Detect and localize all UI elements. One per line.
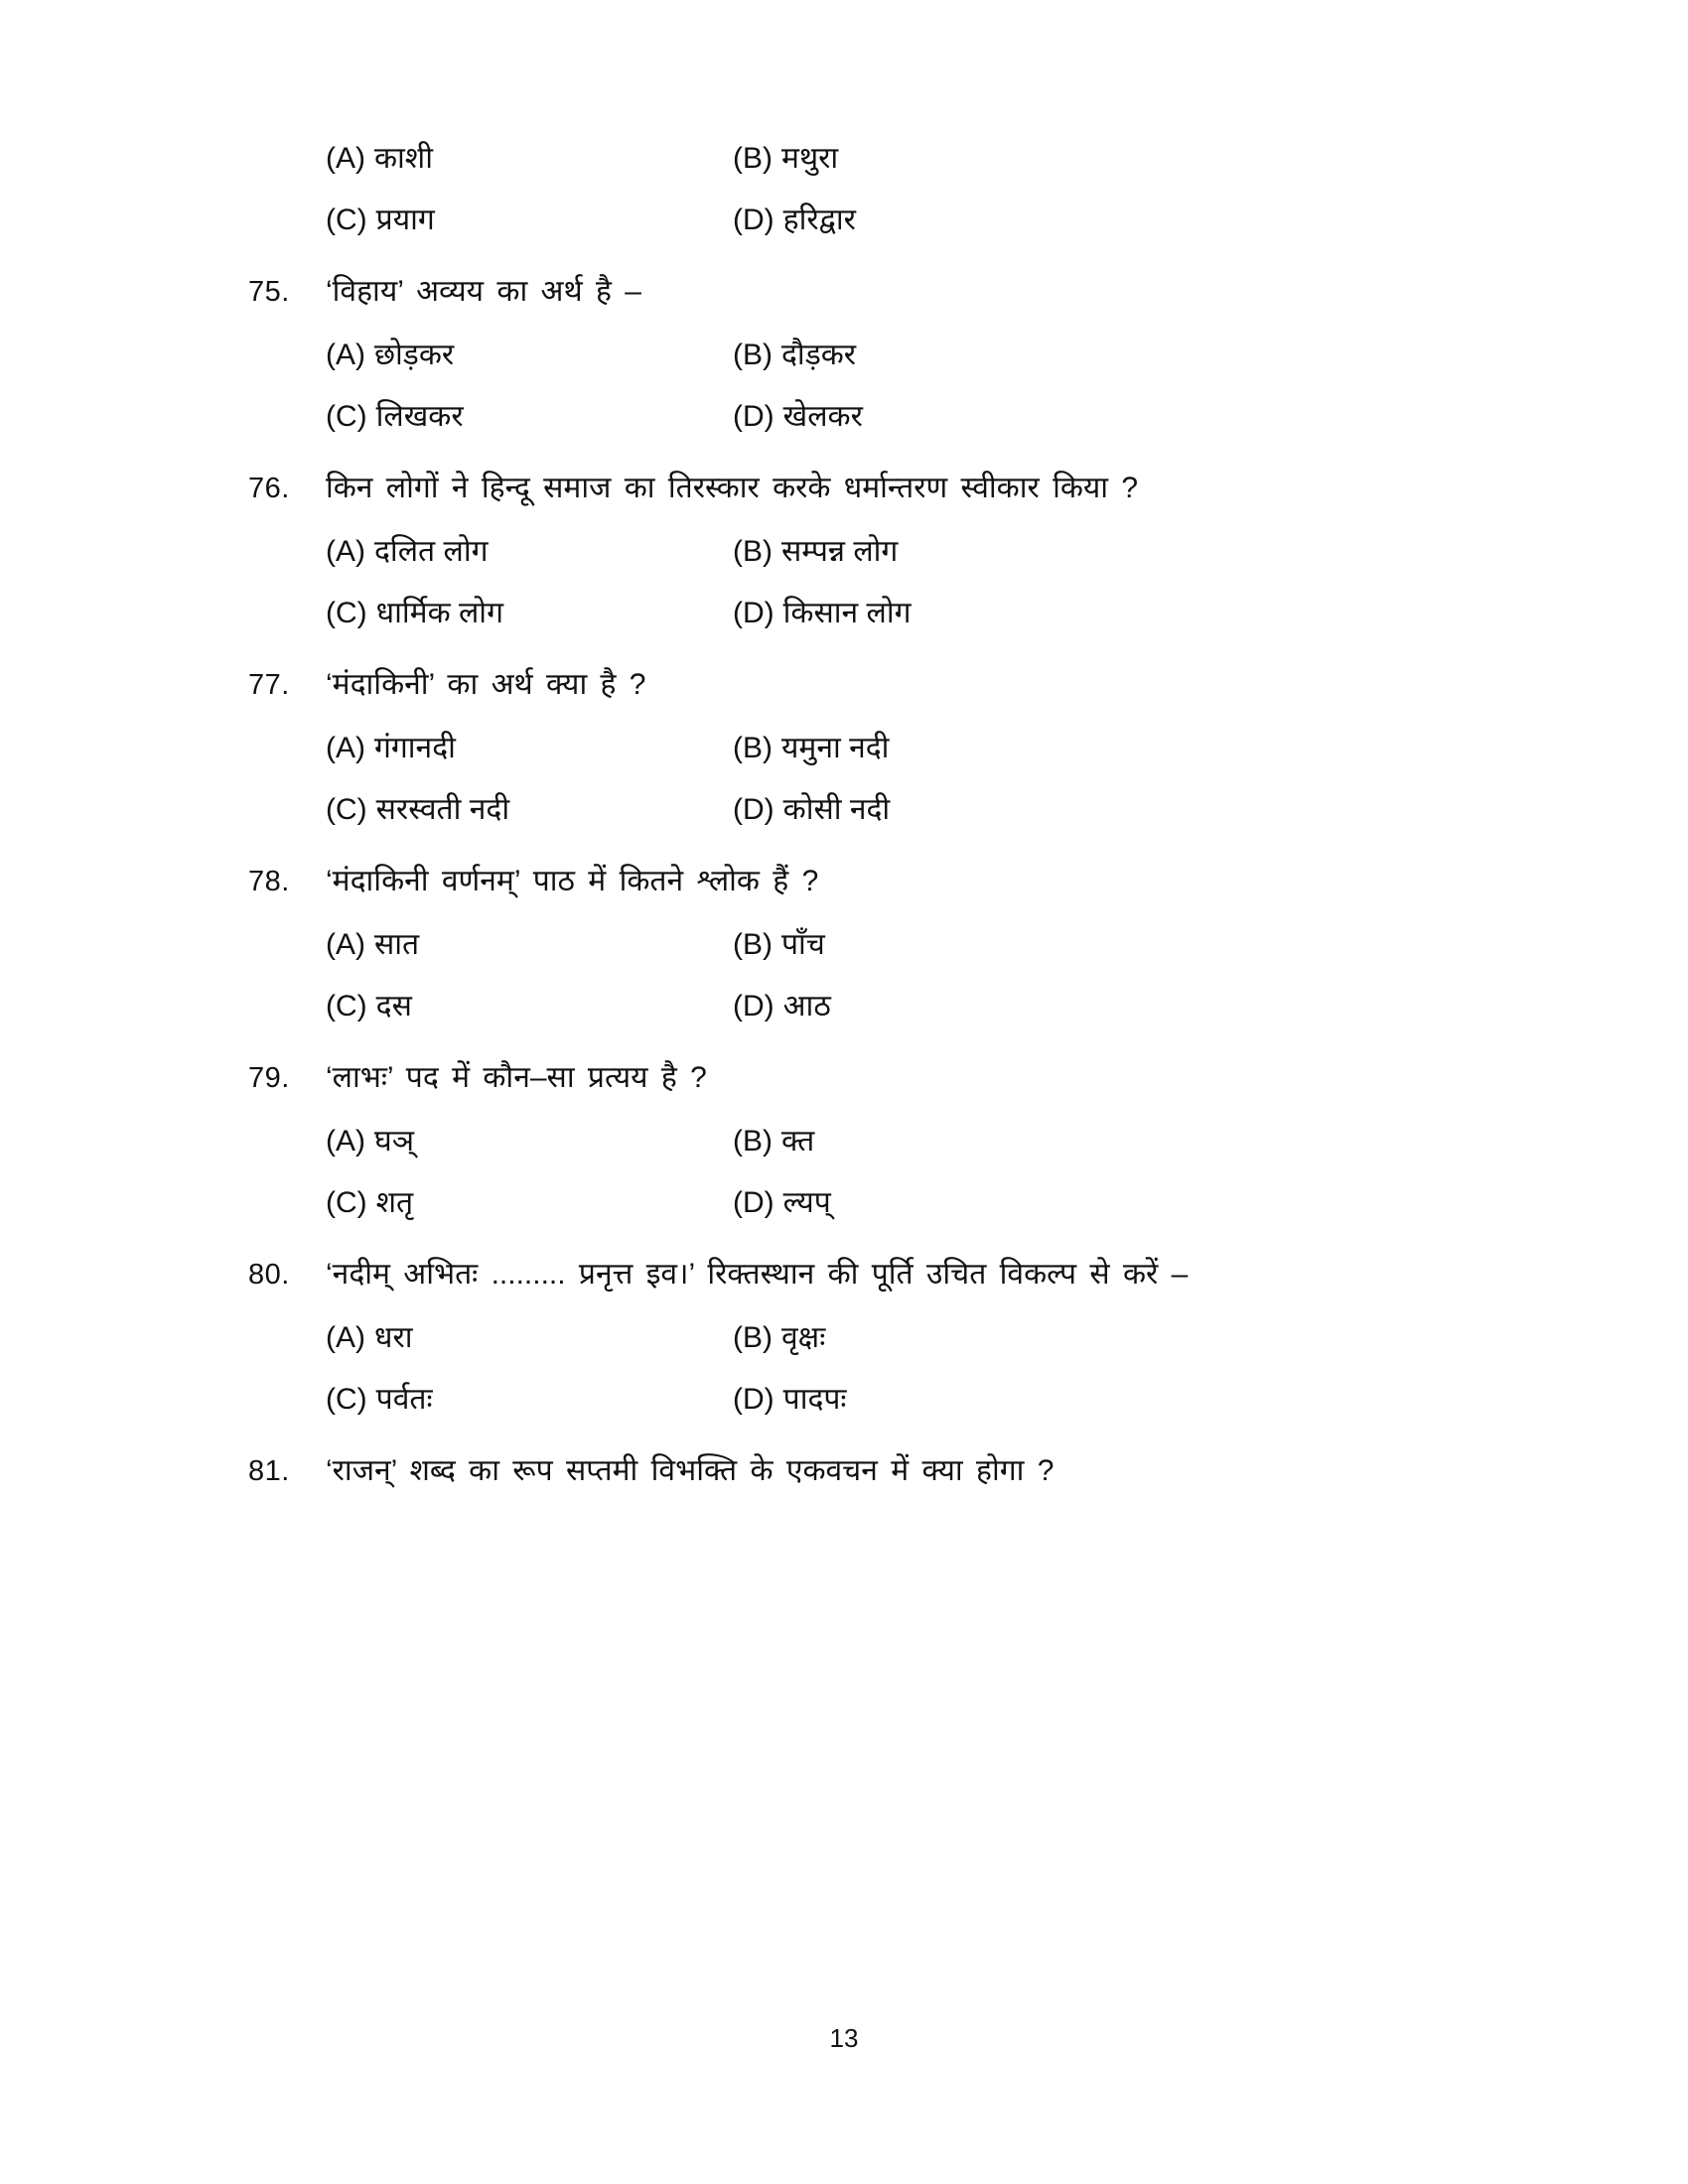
option-text: ल्यप्: [782, 1186, 831, 1219]
question-number: 76.: [248, 473, 290, 504]
option-label: (A): [326, 1125, 365, 1158]
option-d[interactable]: [733, 199, 1440, 242]
option-label: (A): [326, 535, 365, 568]
option-b[interactable]: [733, 923, 1440, 967]
option-a[interactable]: [326, 1120, 733, 1163]
option-text: सरस्वती नदी: [375, 793, 510, 826]
option-label: (D): [733, 1186, 774, 1219]
option-text: पाँच: [781, 928, 825, 961]
question-heading: [248, 1251, 1440, 1298]
option-text: क्त: [781, 1125, 815, 1158]
question-heading: [248, 661, 1440, 709]
option-c[interactable]: [326, 395, 733, 439]
option-row: [326, 137, 1440, 181]
question-item: [248, 661, 1440, 832]
question-text: ‘मंदाकिनी वर्णनम्’ पाठ में कितने श्लोक हैं ?: [326, 865, 819, 897]
option-row: [326, 1316, 1440, 1360]
option-c[interactable]: [326, 592, 733, 635]
option-text: धार्मिक लोग: [375, 597, 503, 629]
question-item: [248, 858, 1440, 1028]
question-number: 77.: [248, 669, 290, 701]
option-a[interactable]: [326, 137, 733, 181]
option-b[interactable]: [733, 530, 1440, 574]
question-number: 81.: [248, 1455, 290, 1487]
question-text: ‘राजन्’ शब्द का रूप सप्तमी विभक्ति के एकवचन में क्या होगा ?: [326, 1454, 1055, 1487]
option-label: (D): [733, 1383, 774, 1416]
option-text: यमुना नदी: [781, 732, 890, 764]
question-number: 79.: [248, 1062, 290, 1094]
option-text: खेलकर: [782, 400, 863, 433]
question-text: ‘मंदाकिनी’ का अर्थ क्या है ?: [326, 668, 646, 701]
option-row: [326, 1181, 1440, 1225]
option-label: (D): [733, 597, 774, 629]
option-label: (C): [326, 204, 367, 236]
option-d[interactable]: [733, 788, 1440, 832]
option-row: [326, 985, 1440, 1028]
question-number: 78.: [248, 866, 290, 897]
option-label: (D): [733, 990, 774, 1023]
question-item: [248, 1054, 1440, 1225]
question-text: ‘लाभः’ पद में कौन–सा प्रत्यय है ?: [326, 1061, 707, 1094]
question-text: ‘नदीम् अभितः ......... प्रनृत्त इव।’ रिक्तस्थान की पूर्ति उचित विकल्प से करें –: [326, 1258, 1189, 1291]
option-label: (A): [326, 142, 365, 175]
question-number: 75.: [248, 276, 290, 308]
option-b[interactable]: [733, 1316, 1440, 1360]
option-a[interactable]: [326, 334, 733, 377]
option-a[interactable]: [326, 530, 733, 574]
question-heading: [248, 465, 1440, 512]
option-d[interactable]: [733, 1378, 1440, 1422]
option-text: घञ्: [374, 1125, 414, 1158]
option-row: [326, 727, 1440, 770]
option-a[interactable]: [326, 1316, 733, 1360]
option-label: (B): [733, 1125, 773, 1158]
question-item: [248, 465, 1440, 635]
option-label: (C): [326, 1186, 367, 1219]
question-item: [248, 268, 1440, 439]
question-item: [248, 1447, 1440, 1495]
page-number: 13: [829, 2023, 859, 2053]
option-text: हरिद्वार: [782, 204, 856, 236]
option-text: धरा: [374, 1321, 413, 1354]
option-text: आठ: [782, 990, 831, 1023]
option-text: दलित लोग: [374, 535, 489, 568]
option-label: (D): [733, 793, 774, 826]
option-d[interactable]: [733, 592, 1440, 635]
option-text: दौड़कर: [781, 339, 857, 371]
option-row: [326, 395, 1440, 439]
option-d[interactable]: [733, 985, 1440, 1028]
option-b[interactable]: [733, 334, 1440, 377]
option-label: (B): [733, 732, 773, 764]
option-label: (B): [733, 339, 773, 371]
question-heading: [248, 858, 1440, 905]
option-label: (B): [733, 928, 773, 961]
option-text: सात: [374, 928, 420, 961]
option-label: (A): [326, 732, 365, 764]
option-text: छोड़कर: [374, 339, 455, 371]
option-row: [326, 923, 1440, 967]
option-text: किसान लोग: [782, 597, 912, 629]
option-text: कोसी नदी: [782, 793, 891, 826]
question-list: [248, 119, 1440, 1509]
question-item: [248, 1251, 1440, 1422]
option-text: मथुरा: [781, 142, 839, 175]
option-text: पादपः: [782, 1383, 847, 1416]
option-label: (B): [733, 142, 773, 175]
option-c[interactable]: [326, 1181, 733, 1225]
option-c[interactable]: [326, 1378, 733, 1422]
question-text: किन लोगों ने हिन्दू समाज का तिरस्कार करके धर्मान्तरण स्वीकार किया ?: [326, 472, 1139, 504]
option-a[interactable]: [326, 923, 733, 967]
option-label: (D): [733, 204, 774, 236]
option-text: पर्वतः: [375, 1383, 433, 1416]
option-text: लिखकर: [375, 400, 464, 433]
option-b[interactable]: [733, 137, 1440, 181]
question-heading: [248, 1447, 1440, 1495]
option-text: शतृ: [375, 1186, 414, 1219]
option-row: [326, 530, 1440, 574]
option-label: (B): [733, 1321, 773, 1354]
option-row: [326, 1120, 1440, 1163]
option-d[interactable]: [733, 395, 1440, 439]
option-text: सम्पन्न लोग: [781, 535, 899, 568]
option-row: [326, 592, 1440, 635]
option-label: (C): [326, 400, 367, 433]
option-text: गंगानदी: [374, 732, 456, 764]
option-d[interactable]: [733, 1181, 1440, 1225]
option-label: (C): [326, 793, 367, 826]
option-row: [326, 788, 1440, 832]
option-text: काशी: [374, 142, 433, 175]
option-c[interactable]: [326, 199, 733, 242]
option-b[interactable]: [733, 1120, 1440, 1163]
option-row: [326, 199, 1440, 242]
option-c[interactable]: [326, 788, 733, 832]
question-text: ‘विहाय’ अव्यय का अर्थ है –: [326, 275, 641, 308]
option-text: वृक्षः: [781, 1321, 826, 1354]
question-heading: [248, 1054, 1440, 1102]
option-label: (C): [326, 990, 367, 1023]
question-heading: [248, 268, 1440, 316]
option-label: (D): [733, 400, 774, 433]
option-label: (A): [326, 1321, 365, 1354]
option-row: [326, 334, 1440, 377]
option-b[interactable]: [733, 727, 1440, 770]
continued-question-options: [248, 137, 1440, 242]
question-number: 80.: [248, 1259, 290, 1291]
option-text: प्रयाग: [375, 204, 435, 236]
option-a[interactable]: [326, 727, 733, 770]
option-c[interactable]: [326, 985, 733, 1028]
option-text: दस: [375, 990, 412, 1023]
option-label: (B): [733, 535, 773, 568]
option-label: (C): [326, 1383, 367, 1416]
option-label: (C): [326, 597, 367, 629]
option-row: [326, 1378, 1440, 1422]
option-label: (A): [326, 339, 365, 371]
option-label: (A): [326, 928, 365, 961]
